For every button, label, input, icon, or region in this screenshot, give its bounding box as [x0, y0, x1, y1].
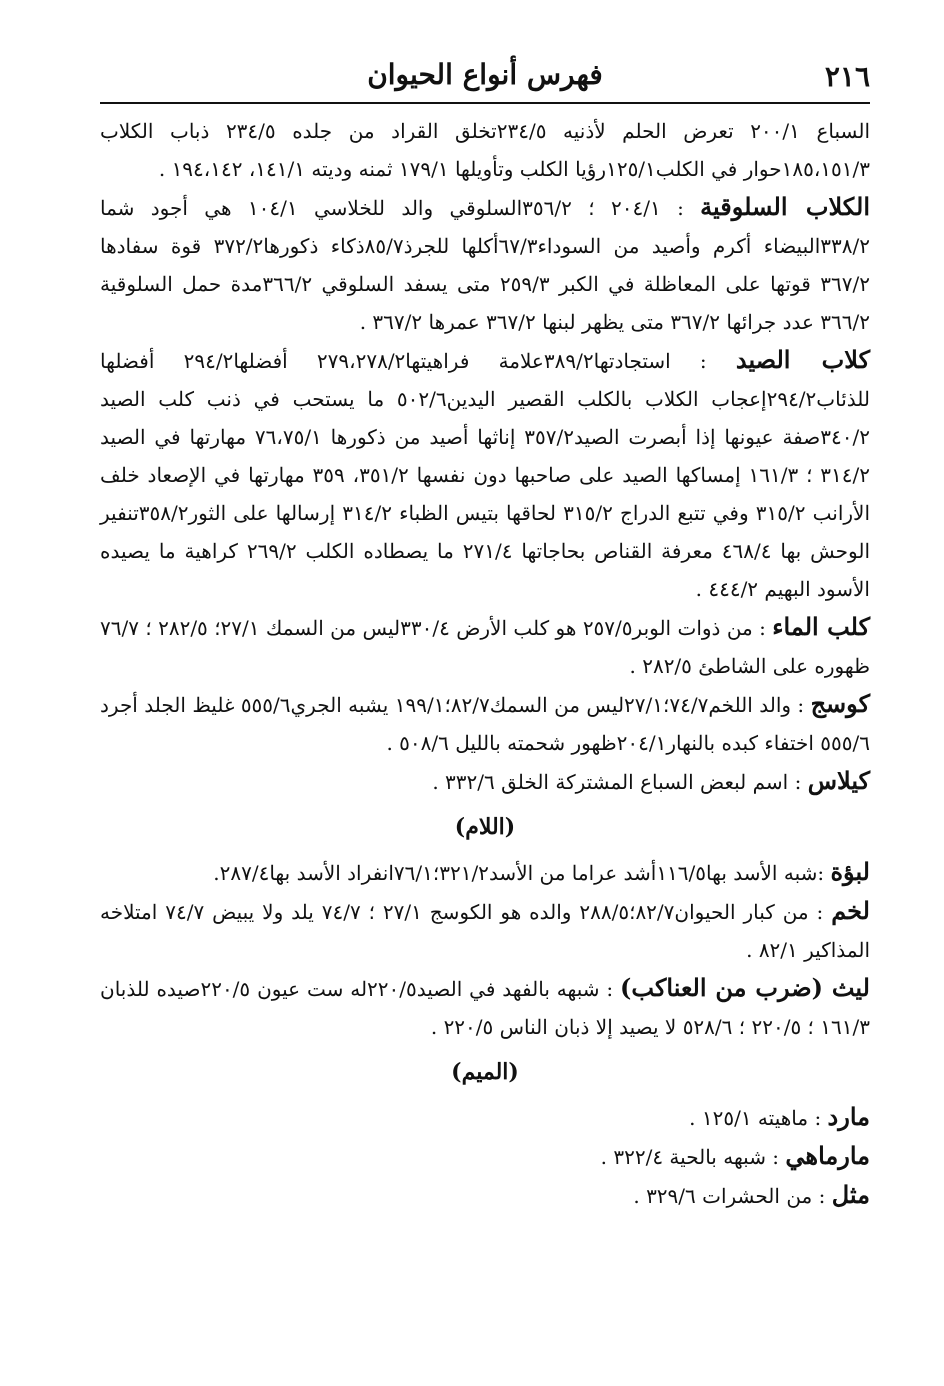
running-title: فهرس أنواع الحيوان	[367, 58, 603, 91]
index-entry-mithl	[100, 1176, 870, 1215]
entry-text: : والد اللخم٧٤/٧؛٢٧/١ليس من السمك٨٢/٧؛١٩٩/١ يشبه الجري٥٥٥/٦ غليظ الجلد أجرد ٥٥٥/٦ اختفاء كبده بالنهار٢٠٤/١ظهور شحمته بالليل ٥٠٨/٦ .	[100, 693, 870, 755]
page-header	[100, 44, 870, 100]
entry-term: لخم	[831, 896, 870, 925]
entry-text: : من ذوات الوبر٢٥٧/٥ هو كلب الأرض ٣٣٠/٤ليس من السمك ٢٧/١؛ ٢٨٢/٥ ؛ ٧٦/٧ ظهوره على الشاطئ ٢٨٢/٥ .	[100, 616, 870, 678]
entry-term: كلب الماء	[772, 612, 871, 641]
index-entry-lioness	[100, 853, 870, 892]
entry-text: : من الحشرات ٣٢٩/٦ .	[633, 1184, 832, 1208]
entry-term: لبؤة	[830, 857, 870, 886]
index-entry-marid	[100, 1098, 870, 1137]
entry-term: الكلاب السلوقية	[700, 192, 870, 221]
page-number: ٢١٦	[824, 60, 870, 93]
entry-text: : شبهه بالحية ٣٢٢/٤ .	[600, 1145, 786, 1169]
entry-term: مارماهي	[785, 1141, 870, 1170]
entry-term: كلاب الصيد	[735, 345, 870, 374]
entry-text: : شبهه بالفهد في الصيد٢٢٠/٥له ست عيون ٢٢٠/٥صيده للذبان ١٦١/٣ ؛ ٢٢٠/٥ ؛ ٥٢٨/٦ لا يصيد إلا ذبان الناس ٢٢٠/٥ .	[100, 977, 870, 1039]
index-entry-saluki-dogs	[100, 188, 870, 341]
index-page	[100, 44, 870, 1364]
section-heading-mim: (الميم)	[451, 1059, 519, 1085]
entry-term: كوسج	[810, 689, 870, 718]
entry-term: ليث (ضرب من العناكب)	[620, 973, 870, 1002]
index-content	[100, 112, 870, 1215]
header-rule	[100, 102, 870, 104]
entry-text: : ٢٠٤/١ ؛ ٣٥٦/٢السلوقي والد للخلاسي ١٠٤/١ هي أجود شما ٣٣٨/٢البيضاء أكرم وأصيد من السوداء٦٧/٣أكلها للجرذ٨٥/٧ذكاء ذكورها٣٧٢/٢ قوة سفادها ٣٦٧/٢ قوتها على المعاظلة في الكبر ٢٥٩/٣ متى يسفد السلوقي ٣٦٦/٢مدة حمل السلوقية ٣٦٦/٢ عدد جرائها ٣٦٧/٢ متى يظهر لبنها ٣٦٧/٢ عمرها ٣٦٧/٢ .	[100, 196, 870, 334]
index-entry-dogs-continued	[100, 112, 870, 188]
entry-term: مثل	[831, 1180, 870, 1209]
entry-text: : ماهيته ١٢٥/١ .	[689, 1106, 828, 1130]
index-entry-kawsaj	[100, 685, 870, 762]
entry-text: السباع ٢٠٠/١ تعرض الحلم لأذنيه ٢٣٤/٥تخلق القراد من جلده ٢٣٤/٥ ذباب الكلاب ١٨٥،١٥١/٣حوار في الكلب١٢٥/١رؤيا الكلب وتأويلها ١٧٩/١ ثمنه وديته ١٤١/١، ١٩٤،١٤٢ .	[100, 119, 870, 181]
entry-text: : اسم لبعض السباع المشتركة الخلق ٣٣٢/٦ .	[432, 770, 808, 794]
index-entry-marmahi	[100, 1137, 870, 1176]
index-entry-hunting-dogs	[100, 341, 870, 608]
entry-text: : من كبار الحيوان٨٢/٧؛٢٨٨/٥ والده هو الكوسج ٢٧/١ ؛ ٧٤/٧ يلد ولا يبيض ٧٤/٧ امتلاخه المذاكير ٨٢/١ .	[100, 900, 870, 962]
section-heading-lam: (اللام)	[454, 814, 516, 840]
index-entry-lakhm	[100, 892, 870, 969]
index-entry-layth-spider	[100, 969, 870, 1046]
index-entry-kilas	[100, 762, 870, 801]
entry-text: : استجادتها٣٨٩/٢علامة فراهيتها٢٧٩،٢٧٨/٢ أفضلها٢٩٤/٢ أفضلها للذئاب٢٩٤/٢إعجاب الكلاب بالكلب القصير اليدين٥٠٢/٦ ما يستحب في ذنب كلب الصيد ٣٤٠/٢صفة عيونها إذا أبصرت الصيد٣٥٧/٢ إناثها أصيد من ذكورها ٧٦،٧٥/١ مهارتها في الصيد ٣١٤/٢ ؛ ١٦١/٣ إمساكها الصيد على صاحبها دون نفسها ٣٥١/٢، ٣٥٩ مهارتها في الإصعاد خلف الأرانب ٣١٥/٢ وفي تتبع الدراج ٣١٥/٢ لحاقها بتيس الظباء ٣١٤/٢ إرسالها على الثور٣٥٨/٢تنفير الوحش بها ٤٦٨/٤ معرفة القناص بحاجاتها ٢٧١/٤ ما يصطاده الكلب ٢٦٩/٢ كراهية ما يصيده الأسود البهيم ٤٤٤/٢ .	[100, 349, 871, 601]
index-entry-water-dog	[100, 608, 870, 685]
entry-term: مارد	[827, 1102, 870, 1131]
entry-text: :شبه الأسد بها١١٦/٥أشد عراما من الأسد٣٢١/٢؛٧٦/١انفراد الأسد بها٢٨٧/٤.	[213, 861, 831, 885]
entry-term: كيلاس	[807, 766, 870, 795]
